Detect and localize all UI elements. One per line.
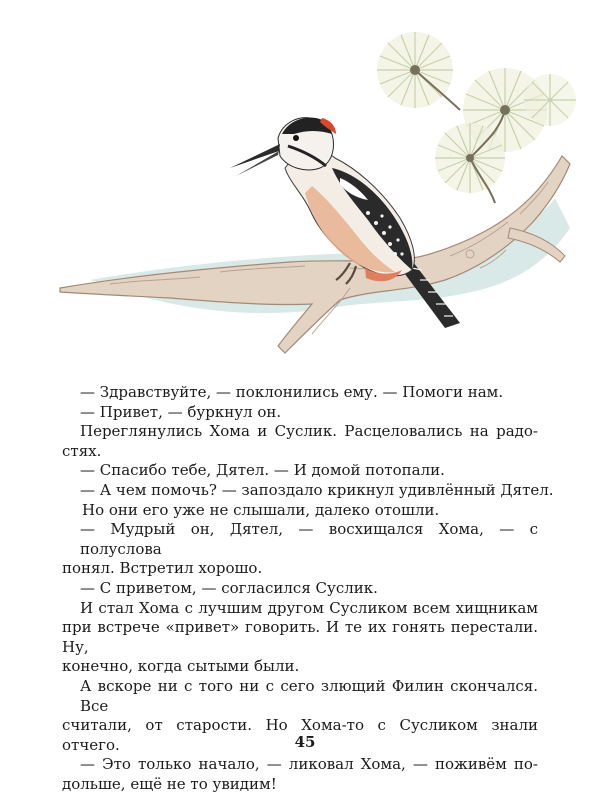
text-line: понял. Встретил хорошо. bbox=[62, 559, 263, 578]
woodpecker-on-pine-branch-icon bbox=[50, 18, 580, 363]
text-line: дольше, ещё не то увидим! bbox=[62, 774, 277, 793]
text-line: А вскоре ни с того ни с сего злющий Филин скончался. Все bbox=[80, 676, 538, 715]
page-number: 45 bbox=[294, 733, 316, 751]
text-line: — Привет, — буркнул он. bbox=[80, 402, 282, 421]
text-line: — С приветом, — согласился Суслик. bbox=[80, 578, 378, 597]
text-line: считали, от старости. Но Хома-то с Сусликом знали отчего. bbox=[62, 716, 538, 754]
text-line: при встрече «привет» говорить. И те их гонять перестали. Ну, bbox=[62, 618, 538, 656]
text-line: — А чем помочь? — запоздало крикнул удивлённый Дятел. bbox=[80, 480, 554, 499]
text-line: Но они его уже не слышали, далеко отошли. bbox=[82, 500, 440, 519]
text-line: стях. bbox=[62, 441, 102, 460]
text-line: Переглянулись Хома и Суслик. Расцеловались на радо- bbox=[80, 422, 538, 441]
text-line: — Это только начало, — ликовал Хома, — поживём по- bbox=[80, 755, 538, 774]
text-line: И стал Хома с лучшим другом Сусликом всем хищникам bbox=[80, 598, 538, 617]
text-line: — Спасибо тебе, Дятел. — И домой потопали. bbox=[80, 461, 445, 480]
text-line: конечно, когда сытыми были. bbox=[62, 657, 300, 676]
text-line: — Здравствуйте, — поклонились ему. — Помоги нам. bbox=[80, 383, 504, 401]
text-line: — Мудрый он, Дятел, — восхищался Хома, — с полуслова bbox=[80, 520, 538, 558]
